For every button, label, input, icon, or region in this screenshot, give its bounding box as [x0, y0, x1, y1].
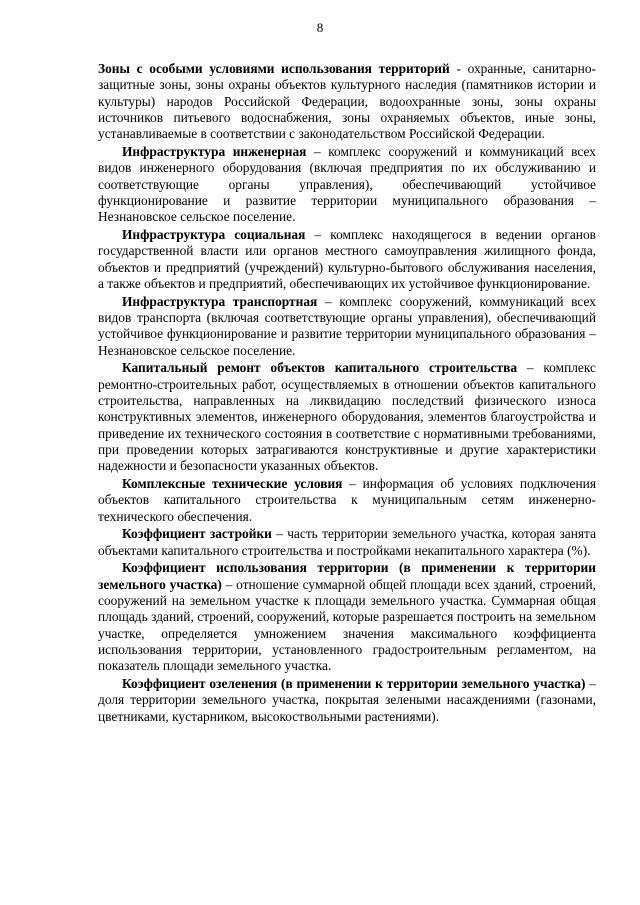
definition-term: Коэффициент застройки	[122, 526, 272, 542]
definition-text: – комплекс сооружений и коммуникаций всех видов инженерного оборудования (включая предприятия по их обслуживанию и соответствующие органы управления), обеспечивающий устойчивое функционирование и развитие территории муниципального образования – Незнановское сельское поселение.	[98, 143, 596, 225]
definition-text: – информация об условиях подключения объектов капитального строительства к муниципальным сетям инженерно-технического обеспечения.	[98, 475, 596, 524]
definition-paragraph	[98, 61, 596, 142]
definition-term: Инфраструктура инженерная	[122, 143, 307, 159]
definition-paragraph	[98, 526, 596, 559]
definition-text: - охранные, санитарно-защитные зоны, зоны охраны объектов культурного наследия (памятников истории и культуры) народов Российской Федерации, водоохранные зоны, зоны охраны источников питьевого водоснабжения, зоны охраняемых объектов, иные зоны, устанавливаемые в соответствии с законодательством Российской Федерации.	[98, 61, 596, 142]
definition-paragraph	[98, 294, 596, 359]
definition-term: Инфраструктура социальная	[122, 226, 306, 242]
definition-text: – комплекс сооружений, коммуникаций всех видов транспорта (включая соответствующие органы управления), обеспечивающий устойчивое функционирование и развитие территории муниципального образования – Незнановское сельское поселение.	[98, 293, 596, 358]
definition-term: Инфраструктура транспортная	[122, 293, 318, 309]
definition-text: – часть территории земельного участка, которая занята объектами капитального строительства и постройками некапитального характера (%).	[98, 526, 597, 558]
definition-term: Коэффициент использования территории (в применении к территории земельного участка)	[98, 560, 596, 592]
definition-paragraph	[98, 676, 596, 725]
definition-text: – комплекс ремонтно-строительных работ, осуществляемых в отношении объектов капитального строительства, направленных на ликвидацию последствий физического износа конструктивных элементов, инженерного оборудования, элементов благоустройства и приведение их технического состояния в соответствие с нормативными требованиями, при проведении которых затрагиваются конструктивные и другие характеристики надежности и безопасности указанных объектов.	[98, 360, 596, 474]
definition-paragraph	[98, 227, 596, 292]
definition-term: Комплексные технические условия	[122, 475, 343, 491]
definition-term: Коэффициент озеленения (в применении к территории земельного участка)	[122, 675, 586, 691]
definition-text: – комплекс находящегося в ведении органов государственной власти или органов местного самоуправления жилищного фонда, объектов и предприятий (учреждений) культурно-бытового обслуживания населения, а также объектов и предприятий, обеспечивающих их устойчивое функционирование.	[98, 226, 596, 291]
definition-term: Зоны с особыми условиями использования территорий	[98, 61, 450, 76]
definitions-list	[98, 61, 596, 726]
definition-text: – отношение суммарной общей площади всех зданий, строений, сооружений на земельном участке к площади земельного участка. Суммарная общая площадь зданий, строений, сооружений, которые разрешается построить на земельном участке, определяется умножением значения максимального коэффициента использования территории, установленного градостроительным регламентом, на показатель площади земельного участка.	[98, 576, 596, 674]
definition-text: – доля территории земельного участка, покрытая зелеными насаждениями (газонами, цветниками, кустарником, высокоствольными растениями).	[98, 675, 596, 724]
page-number: 8	[316, 20, 324, 35]
definition-term: Капитальный ремонт объектов капитального строительства	[122, 360, 518, 376]
definition-paragraph	[98, 360, 596, 474]
definition-paragraph	[98, 476, 596, 525]
definition-paragraph	[98, 560, 596, 674]
definition-paragraph	[98, 144, 596, 225]
